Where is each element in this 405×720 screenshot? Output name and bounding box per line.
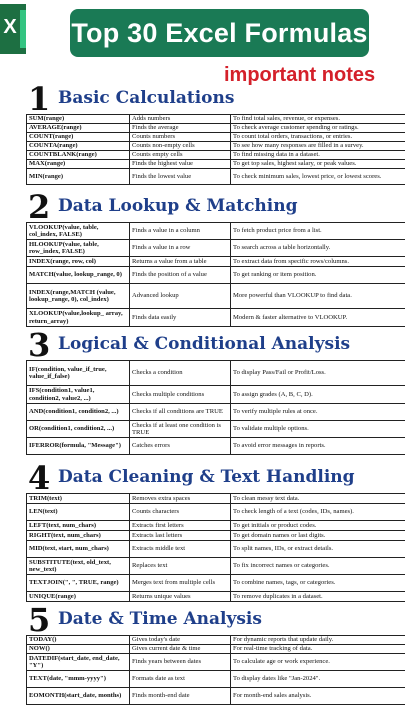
logo-letter: X — [3, 16, 17, 38]
table-row — [27, 688, 405, 705]
use-case-cell: Modern & faster alternative to VLOOKUP. — [231, 309, 405, 327]
formula-cell: RIGHT(text, num_chars) — [27, 531, 130, 541]
description-cell: Replaces text — [130, 558, 231, 575]
description-cell: Counts non-empty cells — [130, 142, 231, 151]
use-case-cell: To assign grades (A, B, C, D). — [231, 386, 405, 404]
table-row — [27, 284, 405, 309]
section-number: 2 — [28, 188, 51, 226]
formula-cell: HLOOKUP(value, table, row_index, FALSE) — [27, 240, 130, 257]
use-case-cell: To search across a table horizontally. — [231, 240, 405, 257]
table-row — [27, 160, 405, 169]
description-cell: Checks if at least one condition is TRUE — [130, 421, 231, 438]
description-cell: Extracts middle text — [130, 541, 231, 558]
section-header — [26, 326, 405, 364]
formula-cell: MAX(range) — [27, 160, 130, 169]
use-case-cell: To get ranking or item position. — [231, 267, 405, 284]
page-title: Top 30 Excel Formulas — [70, 9, 369, 57]
description-cell: Returns unique values — [130, 592, 231, 602]
section-title: Data Cleaning & Text Handling — [58, 467, 355, 487]
use-case-cell: To combine names, tags, or categories. — [231, 575, 405, 592]
table-row — [27, 645, 405, 654]
table-row — [27, 223, 405, 240]
table-row — [27, 133, 405, 142]
description-cell: Catches errors — [130, 438, 231, 455]
section-number: 4 — [28, 459, 51, 497]
use-case-cell: To fetch product price from a list. — [231, 223, 405, 240]
section-title: Date & Time Analysis — [58, 609, 262, 629]
formula-cell: EOMONTH(start_date, months) — [27, 688, 130, 705]
description-cell: Finds data easily — [130, 309, 231, 327]
formula-cell: MATCH(value, lookup_range, 0) — [27, 267, 130, 284]
section-1 — [26, 80, 405, 185]
use-case-cell: For real-time tracking of data. — [231, 645, 405, 654]
use-case-cell: To check average customer spending or ratings. — [231, 124, 405, 133]
formula-cell: DATEDIF(start_date, end_date, "Y") — [27, 654, 130, 671]
description-cell: Checks a condition — [130, 361, 231, 386]
formula-table — [26, 222, 405, 327]
description-cell: Advanced lookup — [130, 284, 231, 309]
description-cell: Finds the average — [130, 124, 231, 133]
formula-cell: TEXT(date, "mmm-yyyy") — [27, 671, 130, 688]
description-cell: Finds a value in a column — [130, 223, 231, 240]
formula-cell: XLOOKUP(value,lookup_ array, return_array) — [27, 309, 130, 327]
section-header — [26, 80, 405, 118]
table-row — [27, 671, 405, 688]
section-2 — [26, 188, 405, 327]
table-row — [27, 386, 405, 404]
use-case-cell: To split names, IDs, or extract details. — [231, 541, 405, 558]
table-row — [27, 169, 405, 185]
section-5 — [26, 601, 405, 705]
use-case-cell: For dynamic reports that update daily. — [231, 636, 405, 645]
description-cell: Counts characters — [130, 504, 231, 521]
formula-cell: VLOOKUP(value, table, col_index, FALSE) — [27, 223, 130, 240]
table-row — [27, 521, 405, 531]
table-row — [27, 531, 405, 541]
description-cell: Removes extra spaces — [130, 494, 231, 504]
formula-cell: NOW() — [27, 645, 130, 654]
table-row — [27, 142, 405, 151]
use-case-cell: To avoid error messages in reports. — [231, 438, 405, 455]
table-row — [27, 558, 405, 575]
use-case-cell: To get domain names or last digits. — [231, 531, 405, 541]
use-case-cell: For month-end sales analysis. — [231, 688, 405, 705]
formula-cell: TRIM(text) — [27, 494, 130, 504]
table-row — [27, 438, 405, 455]
section-title: Logical & Conditional Analysis — [58, 334, 351, 354]
section-4 — [26, 459, 405, 602]
description-cell: Checks if all conditions are TRUE — [130, 404, 231, 421]
description-cell: Gives current date & time — [130, 645, 231, 654]
table-row — [27, 575, 405, 592]
use-case-cell: To count total orders, transactions, or entries. — [231, 133, 405, 142]
table-row — [27, 240, 405, 257]
formula-cell: INDEX(range,MATCH (value, lookup_range, 0), col_index) — [27, 284, 130, 309]
page-subtitle: important notes — [224, 64, 376, 86]
excel-logo-icon — [0, 4, 26, 54]
formula-table — [26, 360, 405, 455]
table-row — [27, 494, 405, 504]
section-number: 3 — [28, 326, 51, 364]
formula-cell: SUM(range) — [27, 115, 130, 124]
formula-cell: TEXTJOIN(", ", TRUE, range) — [27, 575, 130, 592]
use-case-cell: To calculate age or work experience. — [231, 654, 405, 671]
description-cell: Gives today's date — [130, 636, 231, 645]
description-cell: Finds a value in a row — [130, 240, 231, 257]
use-case-cell: To remove duplicates in a dataset. — [231, 592, 405, 602]
use-case-cell: To find total sales, revenue, or expenses. — [231, 115, 405, 124]
section-number: 1 — [28, 80, 51, 118]
section-header — [26, 601, 405, 639]
description-cell: Merges text from multiple cells — [130, 575, 231, 592]
use-case-cell: To clean messy text data. — [231, 494, 405, 504]
formula-cell: IFS(condition1, value1, condition2, value2, ...) — [27, 386, 130, 404]
description-cell: Finds month-end date — [130, 688, 231, 705]
formula-cell: IF(condition, value_if_true, value_if_false) — [27, 361, 130, 386]
use-case-cell: To check minimum sales, lowest price, or lowest scores. — [231, 169, 405, 185]
formula-cell: LEFT(text, num_chars) — [27, 521, 130, 531]
table-row — [27, 654, 405, 671]
description-cell: Checks multiple conditions — [130, 386, 231, 404]
formula-cell: AND(condition1, condition2, ...) — [27, 404, 130, 421]
formula-cell: INDEX(range, row, col) — [27, 257, 130, 267]
table-row — [27, 404, 405, 421]
use-case-cell: To get top sales, highest salary, or peak values. — [231, 160, 405, 169]
section-header — [26, 459, 405, 497]
description-cell: Finds years between dates — [130, 654, 231, 671]
description-cell: Returns a value from a table — [130, 257, 231, 267]
use-case-cell: To verify multiple rules at once. — [231, 404, 405, 421]
description-cell: Finds the highest value — [130, 160, 231, 169]
use-case-cell: To extract data from specific rows/columns. — [231, 257, 405, 267]
table-row — [27, 592, 405, 602]
table-row — [27, 267, 405, 284]
formula-cell: TODAY() — [27, 636, 130, 645]
section-3 — [26, 326, 405, 455]
use-case-cell: To get initials or product codes. — [231, 521, 405, 531]
description-cell: Finds the position of a value — [130, 267, 231, 284]
use-case-cell: To display Pass/Fail or Profit/Loss. — [231, 361, 405, 386]
section-title: Data Lookup & Matching — [58, 196, 298, 216]
table-row — [27, 309, 405, 327]
use-case-cell: To check length of a text (codes, IDs, names). — [231, 504, 405, 521]
use-case-cell: To display dates like "Jan-2024". — [231, 671, 405, 688]
formula-cell: COUNTBLANK(range) — [27, 151, 130, 160]
formula-cell: OR(condition1, condition2, ...) — [27, 421, 130, 438]
table-row — [27, 257, 405, 267]
formula-cell: SUBSTITUTE(text, old_text, new_text) — [27, 558, 130, 575]
formula-cell: IFERROR(formula, "Message") — [27, 438, 130, 455]
header — [0, 0, 405, 62]
use-case-cell: To validate multiple options. — [231, 421, 405, 438]
description-cell: Formats date as text — [130, 671, 231, 688]
table-row — [27, 541, 405, 558]
table-row — [27, 636, 405, 645]
formula-cell: UNIQUE(range) — [27, 592, 130, 602]
formula-cell: LEN(text) — [27, 504, 130, 521]
table-row — [27, 115, 405, 124]
use-case-cell: To find missing data in a dataset. — [231, 151, 405, 160]
section-title: Basic Calculations — [58, 88, 235, 108]
description-cell: Adds numbers — [130, 115, 231, 124]
formula-cell: MIN(range) — [27, 169, 130, 185]
description-cell: Finds the lowest value — [130, 169, 231, 185]
table-row — [27, 124, 405, 133]
formula-cell: AVERAGE(range) — [27, 124, 130, 133]
description-cell: Extracts last letters — [130, 531, 231, 541]
formula-table — [26, 635, 405, 705]
formula-table — [26, 114, 405, 185]
formula-cell: COUNT(range) — [27, 133, 130, 142]
use-case-cell: More powerful than VLOOKUP to find data. — [231, 284, 405, 309]
use-case-cell: To fix incorrect names or categories. — [231, 558, 405, 575]
description-cell: Extracts first letters — [130, 521, 231, 531]
table-row — [27, 151, 405, 160]
table-row — [27, 421, 405, 438]
description-cell: Counts empty cells — [130, 151, 231, 160]
section-header — [26, 188, 405, 226]
table-row — [27, 504, 405, 521]
logo-grid-decoration — [20, 10, 26, 48]
formula-table — [26, 493, 405, 602]
section-number: 5 — [28, 601, 51, 639]
table-row — [27, 361, 405, 386]
use-case-cell: To see how many responses are filled in a survey. — [231, 142, 405, 151]
description-cell: Counts numbers — [130, 133, 231, 142]
formula-cell: COUNTA(range) — [27, 142, 130, 151]
formula-cell: MID(text, start, num_chars) — [27, 541, 130, 558]
